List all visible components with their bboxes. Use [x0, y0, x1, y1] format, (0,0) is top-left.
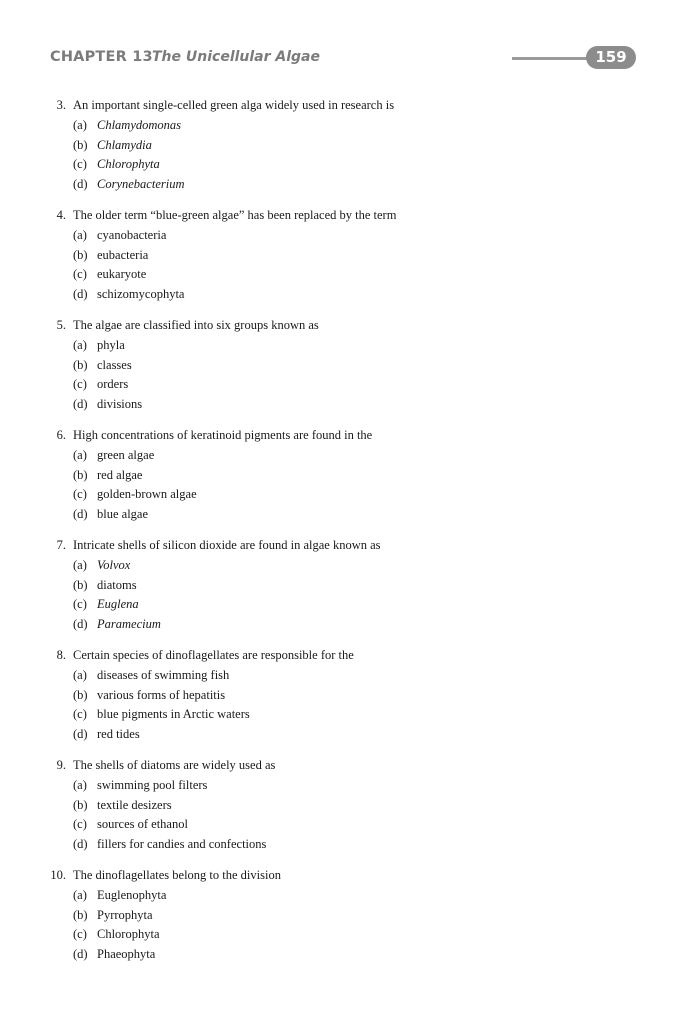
question-number: 6. — [56, 428, 66, 442]
option-text: Euglena — [97, 597, 139, 611]
option-text: Pyrrophyta — [97, 907, 153, 922]
answer-option — [73, 816, 188, 832]
answer-option — [73, 266, 146, 282]
option-letter: (d) — [73, 836, 88, 851]
option-letter: (b) — [73, 797, 88, 812]
question-text: The algae are classified into six groups known as — [73, 318, 319, 332]
option-text: cyanobacteria — [97, 228, 167, 242]
question-text: Certain species of dinoflagellates are responsible for the — [73, 648, 354, 662]
option-letter: (b) — [73, 467, 88, 482]
option-text: Volvox — [97, 558, 131, 572]
option-letter: (b) — [73, 247, 88, 262]
answer-option — [73, 907, 153, 923]
option-text: classes — [97, 357, 132, 372]
option-letter: (c) — [73, 487, 87, 501]
answer-option — [73, 486, 197, 502]
answer-option — [73, 176, 184, 192]
question-text: An important single-celled green alga widely used in research is — [73, 98, 395, 112]
option-letter: (d) — [73, 946, 88, 961]
question-number: 7. — [56, 538, 66, 552]
question-number: 5. — [56, 318, 66, 332]
answer-option — [73, 396, 142, 412]
option-letter: (a) — [73, 888, 87, 902]
answer-option — [73, 667, 229, 683]
answer-option — [73, 726, 140, 742]
option-text: red algae — [97, 467, 143, 482]
answer-option — [73, 467, 142, 483]
option-letter: (d) — [73, 286, 88, 301]
option-letter: (d) — [73, 616, 88, 631]
option-letter: (a) — [73, 668, 87, 682]
option-letter: (b) — [73, 357, 88, 372]
answer-option — [73, 577, 137, 593]
answer-option — [73, 137, 152, 153]
answer-option — [73, 946, 155, 962]
question-text: The older term “blue-green algae” has been replaced by the term — [73, 208, 397, 222]
question-4 — [0, 204, 683, 314]
option-letter: (b) — [73, 687, 88, 702]
answer-option — [73, 596, 139, 612]
option-letter: (a) — [73, 778, 87, 792]
option-text: eubacteria — [97, 247, 149, 262]
option-text: Corynebacterium — [97, 176, 185, 191]
question-3 — [0, 94, 683, 204]
option-text: eukaryote — [97, 267, 147, 281]
option-text: orders — [97, 377, 129, 391]
answer-option — [73, 887, 166, 903]
option-text: textile desizers — [97, 797, 172, 812]
option-letter: (d) — [73, 726, 88, 741]
option-text: Chlorophyta — [97, 927, 160, 941]
option-letter: (b) — [73, 907, 88, 922]
option-letter: (b) — [73, 577, 88, 592]
question-number: 3. — [56, 98, 66, 112]
option-letter: (a) — [73, 338, 87, 352]
answer-option — [73, 557, 130, 573]
question-9 — [0, 754, 683, 864]
question-10 — [0, 864, 683, 974]
option-text: Phaeophyta — [97, 946, 156, 961]
option-text: Paramecium — [97, 616, 161, 631]
answer-option — [73, 797, 172, 813]
question-number: 8. — [56, 648, 66, 662]
option-letter: (b) — [73, 137, 88, 152]
option-text: Euglenophyta — [97, 888, 167, 902]
option-letter: (a) — [73, 118, 87, 132]
question-text: The dinoflagellates belong to the division — [73, 868, 281, 882]
option-letter: (c) — [73, 377, 87, 391]
question-text: High concentrations of keratinoid pigments are found in the — [73, 428, 373, 442]
chapter-label: CHAPTER 13 — [50, 49, 153, 65]
answer-option — [73, 706, 250, 722]
answer-option — [73, 247, 148, 263]
question-number: 9. — [56, 758, 66, 772]
answer-option — [73, 156, 160, 172]
option-text: swimming pool filters — [97, 778, 208, 792]
option-text: blue pigments in Arctic waters — [97, 707, 250, 721]
answer-option — [73, 836, 266, 852]
option-letter: (a) — [73, 558, 87, 572]
option-letter: (c) — [73, 707, 87, 721]
option-letter: (d) — [73, 506, 88, 521]
option-letter: (c) — [73, 817, 87, 831]
option-letter: (a) — [73, 448, 87, 462]
option-text: phyla — [97, 338, 125, 352]
question-text: Intricate shells of silicon dioxide are found in algae known as — [73, 538, 381, 552]
option-text: schizomycophyta — [97, 286, 185, 301]
answer-option — [73, 506, 148, 522]
option-letter: (c) — [73, 157, 87, 171]
option-text: sources of ethanol — [97, 817, 188, 831]
question-text: The shells of diatoms are widely used as — [73, 758, 276, 772]
answer-option — [73, 337, 125, 353]
chapter-title: The Unicellular Algae — [152, 49, 320, 65]
question-7 — [0, 534, 683, 644]
answer-option — [73, 286, 184, 302]
option-text: Chlorophyta — [97, 157, 160, 171]
option-letter: (a) — [73, 228, 87, 242]
option-letter: (d) — [73, 396, 88, 411]
option-text: diseases of swimming fish — [97, 668, 230, 682]
option-letter: (c) — [73, 267, 87, 281]
option-text: Chlamydomonas — [97, 118, 182, 132]
option-text: Chlamydia — [97, 137, 152, 152]
option-text: diatoms — [97, 577, 137, 592]
option-text: various forms of hepatitis — [97, 687, 226, 702]
option-letter: (c) — [73, 597, 87, 611]
answer-option — [73, 447, 154, 463]
question-8 — [0, 644, 683, 754]
question-number: 10. — [50, 868, 66, 882]
option-letter: (c) — [73, 927, 87, 941]
answer-option — [73, 926, 160, 942]
question-6 — [0, 424, 683, 534]
answer-option — [73, 357, 132, 373]
question-number: 4. — [56, 208, 66, 222]
answer-option — [73, 687, 225, 703]
option-text: red tides — [97, 726, 140, 741]
answer-option — [73, 777, 207, 793]
option-text: blue algae — [97, 506, 149, 521]
header-rule — [512, 57, 592, 60]
option-text: golden-brown algae — [97, 487, 197, 501]
question-list — [0, 94, 683, 974]
question-5 — [0, 314, 683, 424]
answer-option — [73, 227, 166, 243]
answer-option — [73, 376, 128, 392]
option-letter: (d) — [73, 176, 88, 191]
page-header — [50, 46, 640, 70]
option-text: divisions — [97, 396, 143, 411]
option-text: fillers for candies and confections — [97, 836, 267, 851]
answer-option — [73, 616, 161, 632]
answer-option — [73, 117, 181, 133]
page-number-badge: 159 — [586, 46, 636, 69]
option-text: green algae — [97, 448, 155, 462]
